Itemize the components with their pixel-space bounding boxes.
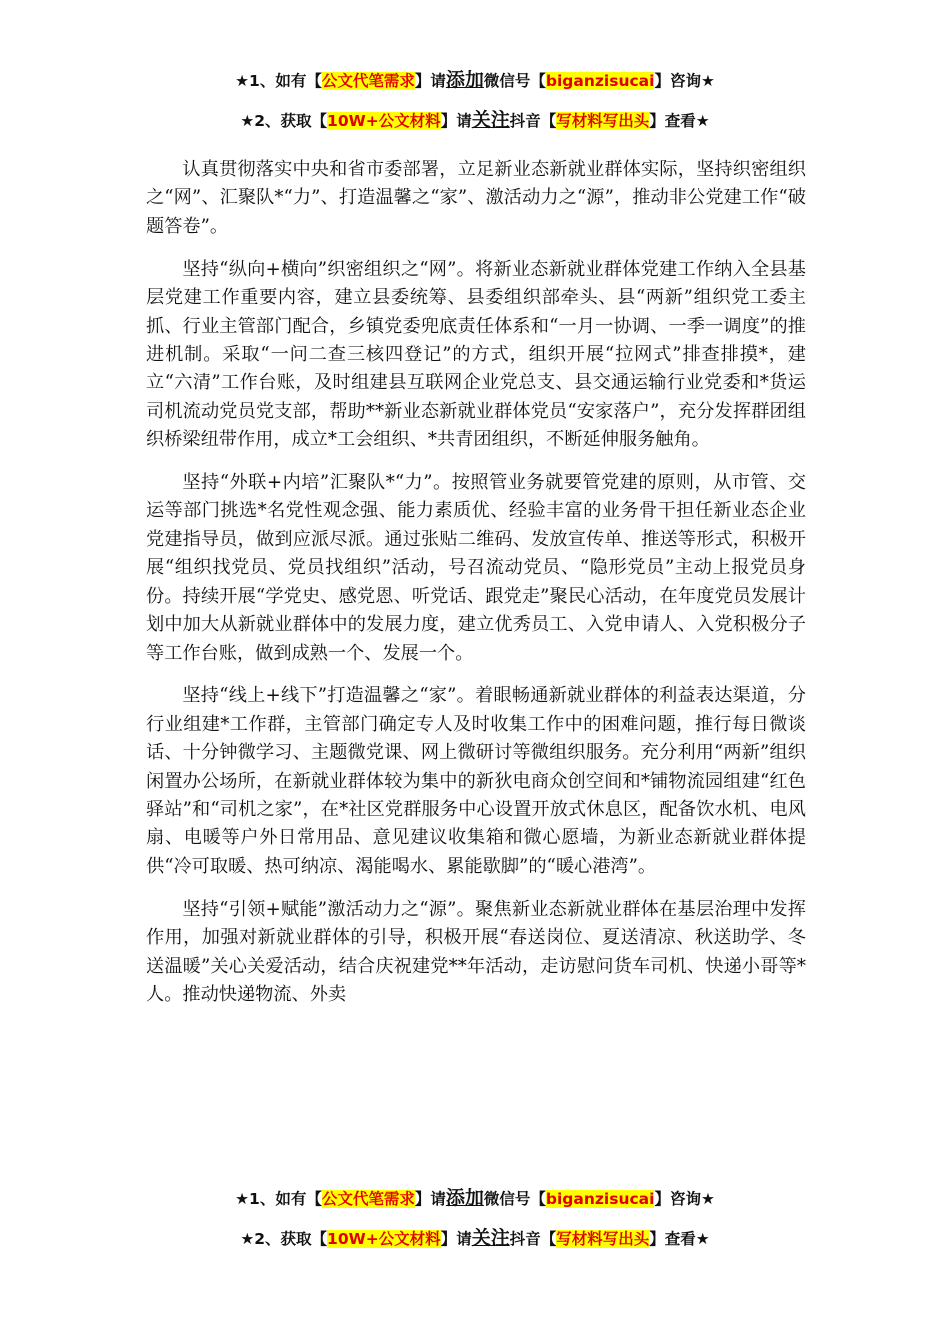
banner-1-mid: 】请	[414, 1190, 446, 1208]
top-banner-1	[0, 70, 950, 91]
banner-2-tail: 】查看★	[649, 112, 710, 130]
banner-1-highlight-service: 公文代笔需求	[321, 72, 415, 90]
banner-1-highlight-service: 公文代笔需求	[321, 1190, 415, 1208]
banner-2-mid: 】请	[440, 1230, 472, 1248]
banner-2-highlight-materials: 10W+公文材料	[327, 1230, 441, 1248]
banner-1-mid2: 微信号【	[483, 72, 546, 90]
banner-1-lead: ★1、如有【	[235, 72, 322, 90]
banner-2-lead: ★2、获取【	[240, 112, 328, 130]
document-body	[146, 156, 806, 1024]
bottom-banner-1	[0, 1188, 950, 1209]
banner-2-emphasis: 关注	[471, 109, 510, 131]
banner-2-mid2: 抖音【	[509, 1230, 557, 1248]
bottom-banner-2	[0, 1228, 950, 1249]
paragraph-organization-network: 坚持“纵向+横向”织密组织之“网”。将新业态新就业群体党建工作纳入全县基层党建工作重要内容，建立县委统筹、县委组织部牵头、县“两新”组织党工委主抓、行业主管部门配合，乡镇党委兜底责任体系和“一月一协调、一季一调度”的推进机制。采取“一问二查三核四登记”的方式，组织开展“拉网式”排查排摸*，建立“六清”工作台账，及时组建县互联网企业党总支、县交通运输行业党委和*货运司机流动党员党支部，帮助**新业态新就业群体党员“安家落户”，充分发挥群团组织桥梁纽带作用，成立*工会组织、*共青团组织，不断延伸服务触角。	[146, 258, 806, 451]
banner-1-lead: ★1、如有【	[235, 1190, 322, 1208]
banner-2-mid: 】请	[440, 112, 472, 130]
paragraph-motivation-source: 坚持“引领+赋能”激活动力之“源”。聚焦新业态新就业群体在基层治理中发挥作用，加强对新就业群体的引导，积极开展“春送岗位、夏送清凉、秋送助学、冬送温暖”关心关爱活动，结合庆祝建党**年活动，走访慰问货车司机、快递小哥等*人。推动快递物流、外卖	[146, 898, 806, 1005]
banner-2-mid2: 抖音【	[509, 112, 557, 130]
banner-1-emphasis: 添加	[445, 1187, 484, 1209]
top-banner-2	[0, 110, 950, 131]
banner-2-highlight-douyin: 写材料写出头	[556, 112, 650, 130]
banner-1-mid: 】请	[414, 72, 446, 90]
banner-2-highlight-materials: 10W+公文材料	[327, 112, 441, 130]
banner-2-tail: 】查看★	[649, 1230, 710, 1248]
banner-1-highlight-wechat: biganzisucai	[545, 1190, 655, 1208]
banner-2-lead: ★2、获取【	[240, 1230, 328, 1248]
banner-1-emphasis: 添加	[445, 69, 484, 91]
paragraph-team-strength: 坚持“外联+内培”汇聚队*“力”。按照管业务就要管党建的原则，从市管、交运等部门挑选*名党性观念强、能力素质优、经验丰富的业务骨干担任新业态企业党建指导员，做到应派尽派。通过张贴二维码、发放宣传单、推送等形式，积极开展“组织找党员、党员找组织”活动，号召流动党员、“隐形党员”主动上报党员身份。持续开展“学党史、感党恩、听党话、跟党走”聚民心活动，在年度党员发展计划中加大从新就业群体中的发展力度，建立优秀员工、入党申请人、入党积极分子等工作台账，做到成熟一个、发展一个。	[146, 472, 806, 664]
banner-1-mid2: 微信号【	[483, 1190, 546, 1208]
banner-1-tail: 】咨询★	[654, 1190, 715, 1208]
banner-1-tail: 】咨询★	[654, 72, 715, 90]
banner-2-emphasis: 关注	[471, 1227, 510, 1249]
paragraph-intro: 认真贯彻落实中央和省市委部署，立足新业态新就业群体实际，坚持织密组织之“网”、汇聚队*“力”、打造温馨之“家”、激活动力之“源”，推动非公党建工作“破题答卷”。	[146, 159, 806, 237]
banner-2-highlight-douyin: 写材料写出头	[556, 1230, 650, 1248]
banner-1-highlight-wechat: biganzisucai	[545, 72, 655, 90]
paragraph-warm-home: 坚持“线上+线下”打造温馨之“家”。着眼畅通新就业群体的利益表达渠道，分行业组建*工作群，主管部门确定专人及时收集工作中的困难问题，推行每日微谈话、十分钟微学习、主题微党课、网上微研讨等微组织服务。充分利用“两新”组织闲置办公场所，在新就业群体较为集中的新狄电商众创空间和*铺物流园组建“红色驿站”和“司机之家”，在*社区党群服务中心设置开放式休息区，配备饮水机、电风扇、电暖等户外日常用品、意见建议收集箱和微心愿墙，为新业态新就业群体提供“冷可取暖、热可纳凉、渴能喝水、累能歇脚”的“暖心港湾”。	[146, 685, 806, 877]
